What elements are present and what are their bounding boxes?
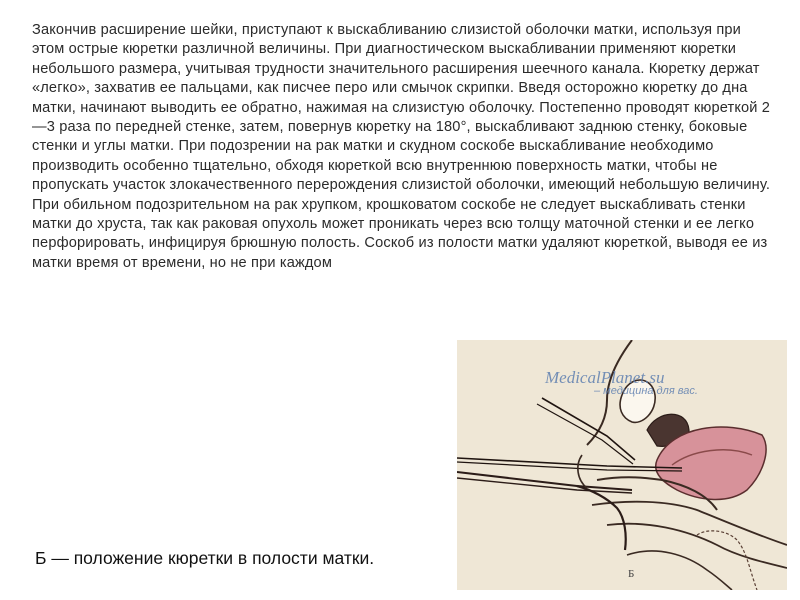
- figure-caption: Б — положение кюретки в полости матки.: [35, 548, 375, 568]
- curette-illustration: [457, 340, 787, 590]
- body-paragraph: Закончив расширение шейки, приступают к выскабливанию слизистой оболочки матки, используя при этом острые кюретки различной величины. При диагностическом выскабливании применяют кюретки небольшого размера, учитывая трудности значительного расширения шеечного канала. Кюретку держат «легко», захватив ее пальцами, как писчее перо или смычок скрипки. Введя осторожно кюретку до дна матки, начинают выводить ее обратно, нажимая на слизистую оболочку. Постепенно проводят кюреткой 2—3 раза по передней стенке, затем, повернув кюретку на 180°, выскабливают заднюю стенку, боковые стенки и углы матки. При подозрении на рак матки и скудном соскобе выскабливание необходимо производить особенно тщательно, обходя кюреткой всю внутреннюю поверхность матки, чтобы не пропускать участок злокачественного перерождения слизистой оболочки, имеющий небольшую величину. При обильном подозрительном на рак хрупком, крошковатом соскобе не следует выскабливать стенки матки до хруста, так как раковая опухоль может проникать через всю толщу маточной стенки и ее легко перфорировать, инфицируя брюшную полость. Соскоб из полости матки удаляют кюреткой, выводя ее из матки время от времени, но не при каждом: [32, 22, 771, 271]
- watermark-subtitle: – медицина для вас.: [594, 385, 698, 397]
- watermark-title: MedicalPlanet.su: [545, 368, 665, 387]
- figure-letter: Б: [628, 568, 635, 580]
